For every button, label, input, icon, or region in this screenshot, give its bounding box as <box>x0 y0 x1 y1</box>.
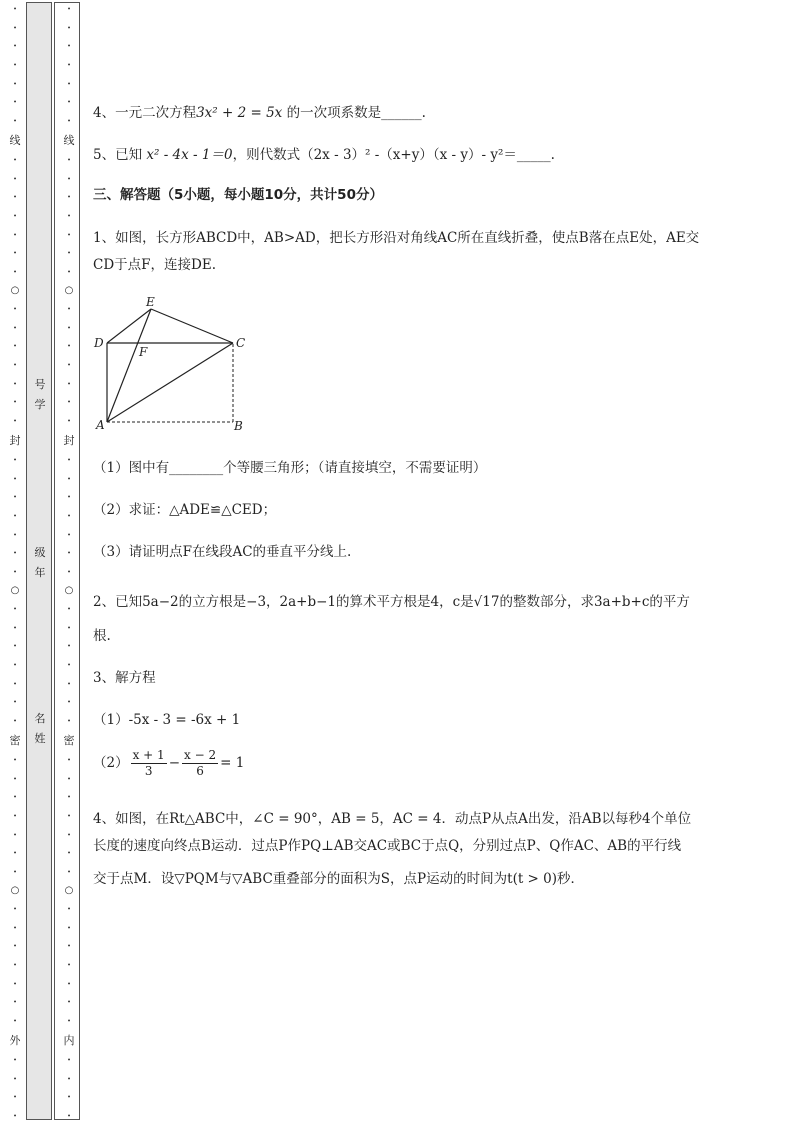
binding-dot: • <box>67 343 71 351</box>
band-label-nian: 年 <box>34 566 46 579</box>
inner-dot-column <box>62 4 76 1122</box>
band-label-hao: 号 <box>34 378 46 391</box>
outer-label-3: 外 <box>9 1034 21 1048</box>
binding-dot: • <box>13 717 17 725</box>
binding-dot: • <box>13 961 17 969</box>
outer-dot-column <box>8 4 22 1122</box>
binding-dot: • <box>67 361 71 369</box>
binding-dot: • <box>13 606 17 613</box>
binding-dot: • <box>67 306 71 313</box>
binding-dot: • <box>13 194 17 202</box>
binding-dot: • <box>67 850 71 858</box>
label-E: E <box>146 295 155 309</box>
binding-dot: • <box>67 43 71 51</box>
band-label-ming: 名 <box>34 712 46 725</box>
binding-dot: • <box>67 157 71 164</box>
binding-dot: • <box>67 512 71 520</box>
binding-dot: • <box>13 494 17 502</box>
problem-1-sub-3: （3）请证明点F在线段AC的垂直平分线上. <box>93 544 352 560</box>
binding-dot: • <box>13 212 17 220</box>
binding-dot: • <box>67 475 71 483</box>
binding-dot: • <box>13 568 17 576</box>
binding-dot: • <box>13 175 17 183</box>
binding-dot: • <box>67 1094 71 1102</box>
binding-dot: • <box>67 568 71 576</box>
binding-dot: • <box>67 906 71 913</box>
binding-dot: • <box>67 1057 71 1064</box>
outer-label-0: 线 <box>9 134 21 148</box>
binding-circle: ○ <box>10 585 20 597</box>
binding-dot: • <box>67 643 71 651</box>
binding-dot: • <box>67 175 71 183</box>
binding-dot: • <box>13 624 17 632</box>
binding-dot: • <box>67 624 71 632</box>
binding-dot: • <box>13 268 17 276</box>
binding-dot: • <box>13 794 17 802</box>
binding-dot: • <box>67 831 71 839</box>
binding-dot: • <box>13 361 17 369</box>
fraction-2-denominator: 6 <box>196 764 204 778</box>
binding-dot: • <box>67 1017 71 1025</box>
binding-dot: • <box>67 999 71 1007</box>
binding-dot: • <box>13 775 17 783</box>
binding-dot: • <box>13 1057 17 1064</box>
binding-dot: • <box>67 606 71 613</box>
segment-EC <box>151 309 233 343</box>
minus-sign: − <box>168 755 180 771</box>
binding-dot: • <box>13 661 17 669</box>
problem-1-sub-1: （1）图中有________个等腰三角形；（请直接填空，不需要证明） <box>93 460 487 476</box>
binding-dot: • <box>67 717 71 725</box>
binding-dot: • <box>13 80 17 88</box>
inner-label-0: 线 <box>63 134 75 148</box>
binding-dot: • <box>67 961 71 969</box>
outer-label-1: 封 <box>9 434 21 448</box>
binding-dot: • <box>13 812 17 820</box>
problem-3-sub-1: （1）-5x - 3 = -6x + 1 <box>93 712 241 728</box>
binding-dot: • <box>13 643 17 651</box>
binding-dot: • <box>67 1075 71 1083</box>
right-hand-side: = 1 <box>220 755 245 771</box>
binding-dot: • <box>67 80 71 88</box>
binding-dot: • <box>67 757 71 764</box>
problem-2-line-2: 根. <box>93 628 111 644</box>
binding-circle: ○ <box>10 285 20 297</box>
binding-dot: • <box>67 24 71 32</box>
binding-dot: • <box>67 924 71 932</box>
binding-dot: • <box>67 775 71 783</box>
binding-dot: • <box>13 699 17 707</box>
binding-dot: • <box>67 943 71 951</box>
problem-1-sub-2: （2）求证：△ADE≌△CED； <box>93 502 277 518</box>
band-label-xing: 姓 <box>34 732 46 745</box>
binding-dot: • <box>13 680 17 688</box>
binding-dot: • <box>13 324 17 332</box>
binding-dot: • <box>67 868 71 876</box>
binding-dot: • <box>13 43 17 51</box>
binding-dot: • <box>13 1017 17 1025</box>
binding-dot: • <box>67 980 71 988</box>
binding-dot: • <box>13 306 17 313</box>
binding-dot: • <box>13 157 17 164</box>
label-A: A <box>96 418 105 432</box>
binding-dot: • <box>13 380 17 388</box>
equation: 3x² + 2 = 5x <box>196 105 283 121</box>
binding-dot: • <box>67 1112 71 1120</box>
binding-dot: • <box>67 212 71 220</box>
fraction-2-numerator: x − 2 <box>184 748 217 762</box>
label-B: B <box>234 419 243 432</box>
binding-dot: • <box>13 61 17 69</box>
sub-question-number: （2） <box>93 755 129 771</box>
binding-dot: • <box>67 661 71 669</box>
binding-dot: • <box>13 250 17 258</box>
binding-dot: • <box>13 457 17 464</box>
binding-dot: • <box>67 494 71 502</box>
binding-dot: • <box>13 924 17 932</box>
binding-dot: • <box>67 699 71 707</box>
binding-dot: • <box>67 417 71 425</box>
binding-dot: • <box>13 757 17 764</box>
question-text-blank: 的一次项系数是______. <box>286 105 426 121</box>
binding-dot: • <box>67 380 71 388</box>
binding-dot: • <box>67 324 71 332</box>
binding-dot: • <box>13 868 17 876</box>
fraction-1-denominator: 3 <box>144 764 153 778</box>
binding-dot: • <box>67 231 71 239</box>
inner-label-2: 密 <box>63 734 75 748</box>
binding-dot: • <box>67 680 71 688</box>
problem-4-line-3: 交于点M．设▽PQM与▽ABC重叠部分的面积为S，点P运动的时间为t(t > 0)秒． <box>93 871 585 887</box>
fraction-1 <box>131 748 167 779</box>
binding-dot: • <box>67 61 71 69</box>
binding-dot: • <box>67 550 71 558</box>
inner-label-3: 内 <box>63 1034 75 1048</box>
fraction-1-numerator: x + 1 <box>132 748 165 762</box>
binding-dot: • <box>13 475 17 483</box>
binding-dot: • <box>13 1112 17 1120</box>
binding-dot: • <box>67 268 71 276</box>
student-info-band <box>26 2 52 1120</box>
binding-dot: • <box>13 343 17 351</box>
problem-3-sub-2 <box>93 748 244 779</box>
binding-dot: • <box>67 117 71 125</box>
problem-4-line-2: 长度的速度向终点B运动．过点P作PQ⊥AB交AC或BC于点Q，分别过点P、Q作AC、AB的平行线 <box>93 838 682 854</box>
binding-dot: • <box>67 99 71 107</box>
binding-dot: • <box>67 531 71 539</box>
outer-label-2: 密 <box>9 734 21 748</box>
problem-2-line-1: 2、已知5a−2的立方根是−3，2a+b−1的算术平方根是4，c是√17的整数部分，求3a+b+c的平方 <box>93 594 690 610</box>
question-4-fill <box>93 101 426 121</box>
binding-dot: • <box>13 943 17 951</box>
binding-dot: • <box>67 6 71 13</box>
rectangle-fold-figure <box>93 292 253 432</box>
question-5-fill <box>93 143 555 163</box>
fraction-2 <box>182 748 218 779</box>
condition-equation: x² - 4x - 1＝0 <box>146 147 233 163</box>
segment-AC <box>107 343 233 422</box>
binding-dot: • <box>13 512 17 520</box>
binding-dot: • <box>13 24 17 32</box>
binding-circle: ○ <box>64 885 74 897</box>
binding-dot: • <box>67 399 71 407</box>
section-3-title: 三、解答题（5小题，每小题10分，共计50分） <box>93 187 383 203</box>
question-text: 一元二次方程 <box>115 105 197 121</box>
binding-dot: • <box>13 231 17 239</box>
problem-1-line-1: 1、如图，长方形ABCD中，AB>AD，把长方形沿对角线AC所在直线折叠，使点B落在点E处，AE交 <box>93 230 700 246</box>
binding-dot: • <box>13 99 17 107</box>
binding-dot: • <box>67 250 71 258</box>
binding-dot: • <box>67 457 71 464</box>
binding-circle: ○ <box>64 585 74 597</box>
question-text-blank: ，则代数式（2x - 3）² -（x+y）（x - y）- y²＝_____. <box>232 147 555 163</box>
binding-dot: • <box>13 831 17 839</box>
label-C: C <box>236 336 246 350</box>
binding-circle: ○ <box>10 885 20 897</box>
problem-1-line-2: CD于点F，连接DE. <box>93 257 216 273</box>
question-text: 已知 <box>115 147 143 163</box>
band-label-xue: 学 <box>34 398 46 411</box>
label-D: D <box>94 336 104 350</box>
inner-label-1: 封 <box>63 434 75 448</box>
band-label-ji: 级 <box>34 546 46 559</box>
binding-dot: • <box>13 1075 17 1083</box>
binding-dot: • <box>13 999 17 1007</box>
binding-dot: • <box>67 794 71 802</box>
question-number: 5、 <box>93 147 116 163</box>
binding-dot: • <box>13 117 17 125</box>
binding-dot: • <box>67 194 71 202</box>
binding-dot: • <box>67 812 71 820</box>
binding-dot: • <box>13 980 17 988</box>
problem-3-title: 3、解方程 <box>93 670 156 686</box>
binding-dot: • <box>13 6 17 13</box>
binding-dot: • <box>13 399 17 407</box>
question-number: 4、 <box>93 105 116 121</box>
binding-dot: • <box>13 417 17 425</box>
binding-dot: • <box>13 1094 17 1102</box>
binding-dot: • <box>13 531 17 539</box>
binding-dot: • <box>13 850 17 858</box>
problem-4-line-1: 4、如图，在Rt△ABC中，∠C = 90°，AB = 5，AC = 4．动点P从点A出发，沿AB以每秒4个单位 <box>93 811 692 827</box>
binding-dot: • <box>13 906 17 913</box>
label-F: F <box>139 345 148 359</box>
binding-dot: • <box>13 550 17 558</box>
binding-circle: ○ <box>64 285 74 297</box>
binding-margin <box>0 0 82 1123</box>
